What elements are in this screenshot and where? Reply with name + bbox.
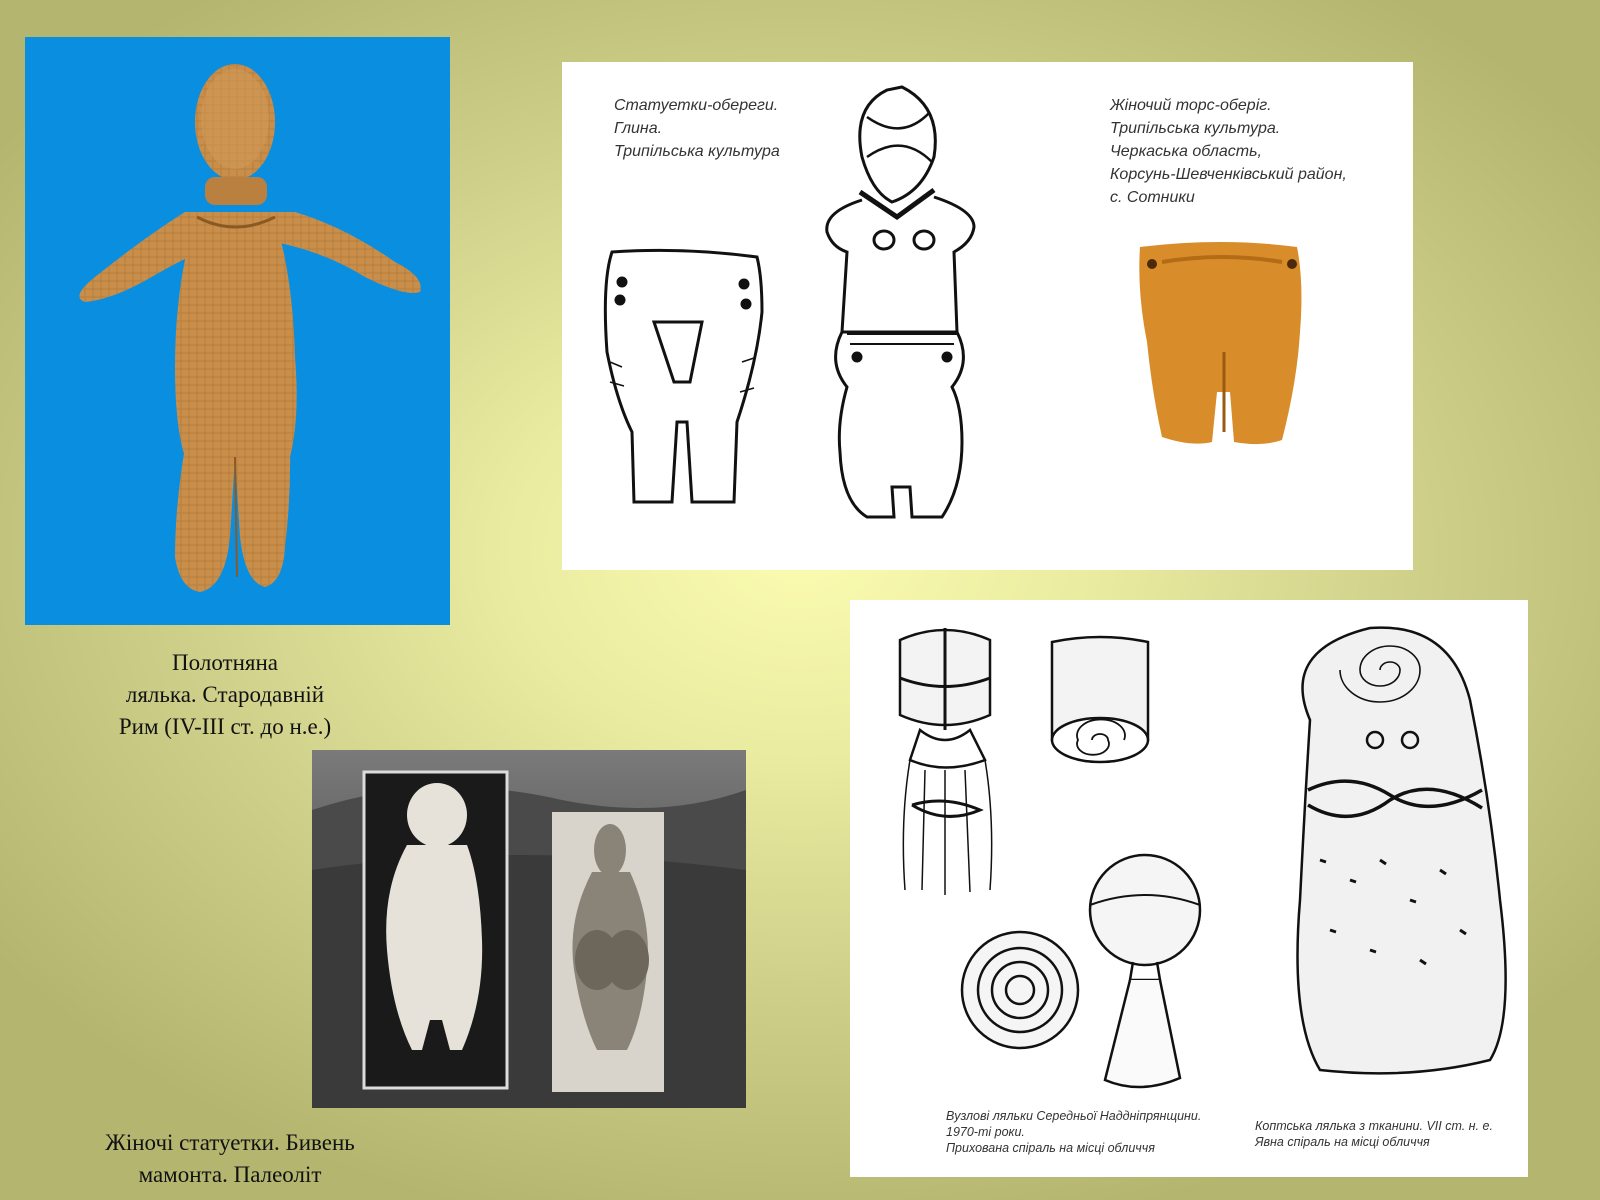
knot-right-note-line: Коптська лялька з тканини. VII ст. н. е. [1255, 1119, 1493, 1133]
knot-dolls-image [850, 600, 1528, 1177]
trypillia-left-note-line: Статуетки-обереги. [614, 97, 779, 114]
caption-line: лялька. Стародавній [125, 682, 325, 707]
spiral-disc [962, 932, 1078, 1048]
paleolithic-figurines-photo [312, 750, 746, 1108]
caption-line: Жіночі статуетки. Бивень [105, 1130, 355, 1155]
trypillia-left-note-line: Трипільська культура [614, 143, 780, 160]
knot-left-note-line: Прихована спіраль на місці обличчя [946, 1141, 1155, 1155]
clay-torso-photo [1139, 242, 1301, 444]
trypillia-right-note-line: Жіночий торс-оберіг. [1110, 97, 1272, 114]
trypillia-right-note-line: Корсунь-Шевченківський район, [1110, 166, 1347, 183]
trypillia-right-note-line: Черкаська область, [1110, 143, 1262, 160]
caption-line: Полотняна [172, 650, 278, 675]
trypillia-figurines-image [562, 62, 1413, 570]
roman-cloth-doll-photo [25, 37, 450, 625]
caption-line: мамонта. Палеоліт [138, 1162, 322, 1187]
trypillia-left-note-line: Глина. [614, 120, 663, 137]
knot-right-note-line: Явна спіраль на місці обличчя [1255, 1135, 1430, 1149]
caption-line: Рим (IV-III ст. до н.е.) [118, 714, 332, 739]
paleolithic-caption [60, 1127, 400, 1191]
coptic-doll [1298, 628, 1506, 1074]
knot-left-note-line: 1970-ті роки. [946, 1125, 1025, 1139]
torso-sketch [605, 250, 762, 502]
figurine-sketch [827, 87, 974, 517]
ball-doll [1090, 855, 1200, 1087]
knot-doll-left [900, 628, 992, 895]
trypillia-right-note-line: с. Сотники [1110, 189, 1195, 206]
roman-doll-caption [60, 647, 390, 743]
trypillia-right-note-line: Трипільська культура. [1110, 120, 1281, 137]
knot-left-note-line: Вузлові ляльки Середньої Наддніпрянщини. [946, 1109, 1202, 1123]
fabric-roll [1052, 637, 1148, 762]
